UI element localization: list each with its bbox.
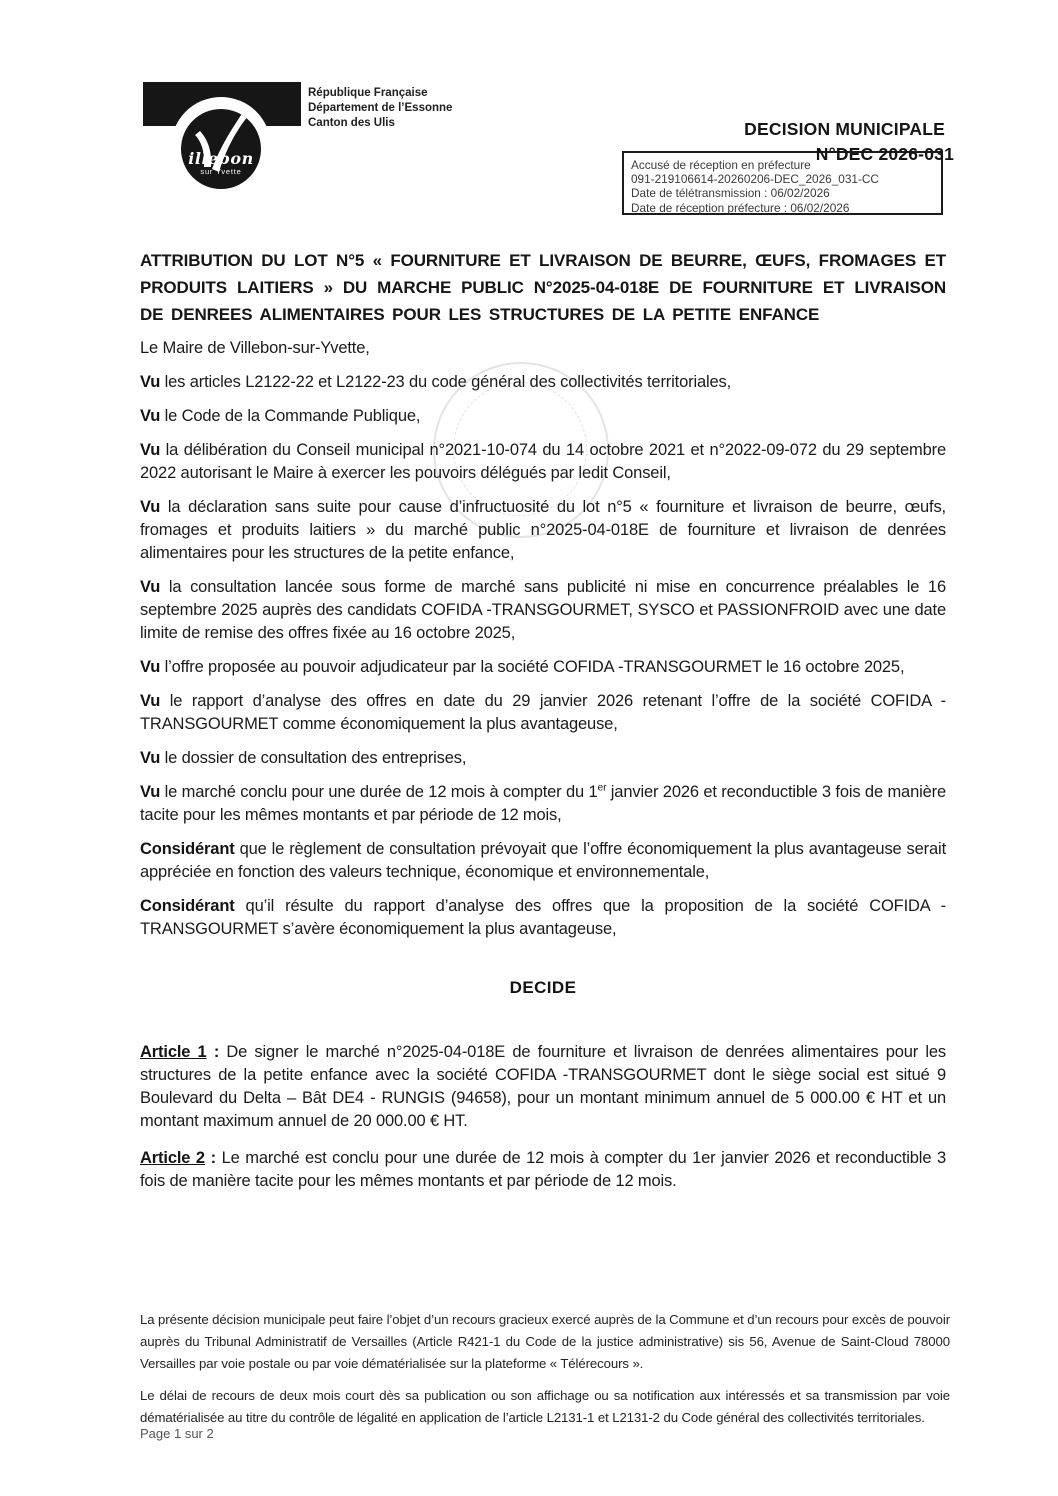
recital-lead-word: Considérant [140,897,235,915]
recital-lead-word: Vu [140,498,161,516]
recital-lead-word: Vu [140,373,161,391]
article-paragraph: Article 2 : Le marché est conclu pour une durée de 12 mois à compter du 1er janvier 2026 et reconductible 3 fois de manière tacite pour les mêmes montants et par période de 12 mois. [140,1149,946,1190]
logo-subtitle: sur Yvette [200,167,242,176]
document-number: N°DEC 2026-031 [815,144,954,164]
recital-paragraph: Considérant qu’il résulte du rapport d’analyse des offres que la proposition de la société COFIDA - TRANSGOURMET s’avère économiquement la plus avantageuse, [140,897,946,938]
decide-heading: DECIDE [509,978,577,997]
region-line-republique: République Française [308,87,428,99]
stamp-line-accuse: Accusé de réception en préfecture [631,158,811,172]
salutation-line: Le Maire de Villebon-sur-Yvette, [140,339,370,357]
article-separator: : [206,1043,227,1061]
article-label: Article 2 [140,1149,205,1167]
document-body [140,247,946,1207]
region-lines [308,86,452,131]
recitals-section [140,371,946,941]
recital-paragraph: Vu la consultation lancée sous forme de marché sans publicité ni mise en concurrence préalables le 16 septembre 2025 auprès des candidats COFIDA -TRANSGOURMET, SYSCO et PASSIONFROID avec une date limite de remise des offres fixée au 16 octobre 2025, [140,578,946,642]
document-type-heading: DECISION MUNICIPALE [744,119,945,139]
page-number-label: Page 1 sur 2 [140,1426,214,1441]
recital-lead-word: Vu [140,692,161,710]
legal-footer [140,1309,950,1439]
recital-paragraph: Considérant que le règlement de consultation prévoyait que l’offre économiquement la plus avantageuse serait appréciée en fonction des valeurs technique, économique et environnementale, [140,840,946,881]
article-separator: : [204,1149,222,1167]
recital-paragraph: Vu la déclaration sans suite pour cause d’infructuosité du lot n°5 « fourniture et livraison de beurre, œufs, fromages et produits laitiers » du marché public n°2025-04-018E de fourniture et livraison de denrées alimentaires pour les structures de la petite enfance, [140,498,946,562]
stamp-line-teletransmission: Date de télétransmission : 06/02/2026 [631,186,830,201]
recital-paragraph: Vu le Code de la Commande Publique, [140,407,421,425]
footer-recours-paragraph: La présente décision municipale peut faire l’objet d’un recours gracieux exercé auprès de la Commune et d’un recours pour excès de pouvoir auprès du Tribunal Administratif de Versailles (Article R421-1 du Code de la justice administrative) sis 56, Avenue de Saint-Cloud 78000 Versailles par voie postale ou par voie dématérialisée sur la plateforme « Télérecours ». [140,1312,950,1371]
article-paragraph: Article 1 : De signer le marché n°2025-04-018E de fourniture et livraison de denrées alimentaires pour les structures de la petite enfance avec la société COFIDA -TRANSGOURMET dont le siège social est situé 9 Boulevard du Delta – Bât DE4 - RUNGIS (94658), pour un montant minimum annuel de 5 000.00 € HT et un montant maximum annuel de 20 000.00 € HT. [140,1043,947,1130]
logo-script-text: illebon [188,149,254,168]
recital-paragraph: Vu la délibération du Conseil municipal n°2021-10-074 du 14 octobre 2021 et n°2022-09-072 du 29 septembre 2022 autorisant le Maire à exercer les pouvoirs délégués par ledit Conseil, [140,441,946,482]
recital-paragraph: Vu les articles L2122-22 et L2122-23 du code général des collectivités territoriales, [140,373,732,391]
stamp-line-id: 091-219106614-20260206-DEC_2026_031-CC [631,172,879,187]
region-line-canton: Canton des Ulis [308,117,395,129]
recital-paragraph: Vu le rapport d’analyse des offres en date du 29 janvier 2026 retenant l’offre de la société COFIDA - TRANSGOURMET comme économiquement la plus avantageuse, [140,692,946,733]
recital-lead-word: Vu [140,407,161,425]
footer-delai-paragraph: Le délai de recours de deux mois court dès sa publication ou son affichage ou sa notification aux intéressés et sa transmission par voie dématérialisée au titre du contrôle de légalité en application de l’article L2131-1 et L2131-2 du Code général des collectivités territoriales. [140,1388,950,1425]
recital-lead-word: Vu [140,578,161,596]
article-label: Article 1 [140,1043,207,1061]
villebon-logo [181,109,261,189]
recital-lead-word: Vu [140,783,161,801]
ordinal-superscript: er [597,782,607,794]
recital-lead-word: Vu [140,441,161,459]
recital-paragraph: Vu le marché conclu pour une durée de 12 mois à compter du 1er janvier 2026 et reconductible 3 fois de manière tacite pour les mêmes montants et par période de 12 mois, [140,782,947,824]
recital-lead-word: Vu [140,658,161,676]
stamp-line-reception: Date de réception préfecture : 06/02/2026 [631,200,850,215]
articles-section [140,1041,946,1193]
document-title: ATTRIBUTION DU LOT N°5 « FOURNITURE ET LIVRAISON DE BEURRE, ŒUFS, FROMAGES ET PRODUITS LAITIERS » DU MARCHE PUBLIC N°2025-04-018E DE FOURNITURE ET LIVRAISON DE DENREES ALIMENTAIRES POUR LES STRUCTURES DE LA PETITE ENFANCE [140,251,946,324]
recital-paragraph: Vu l’offre proposée au pouvoir adjudicateur par la société COFIDA -TRANSGOURMET le 16 octobre 2025, [140,658,905,676]
region-line-departement: Département de l’Essonne [308,102,453,114]
recital-paragraph: Vu le dossier de consultation des entreprises, [140,749,467,767]
recital-lead-word: Considérant [140,840,235,858]
recital-lead-word: Vu [140,749,161,767]
